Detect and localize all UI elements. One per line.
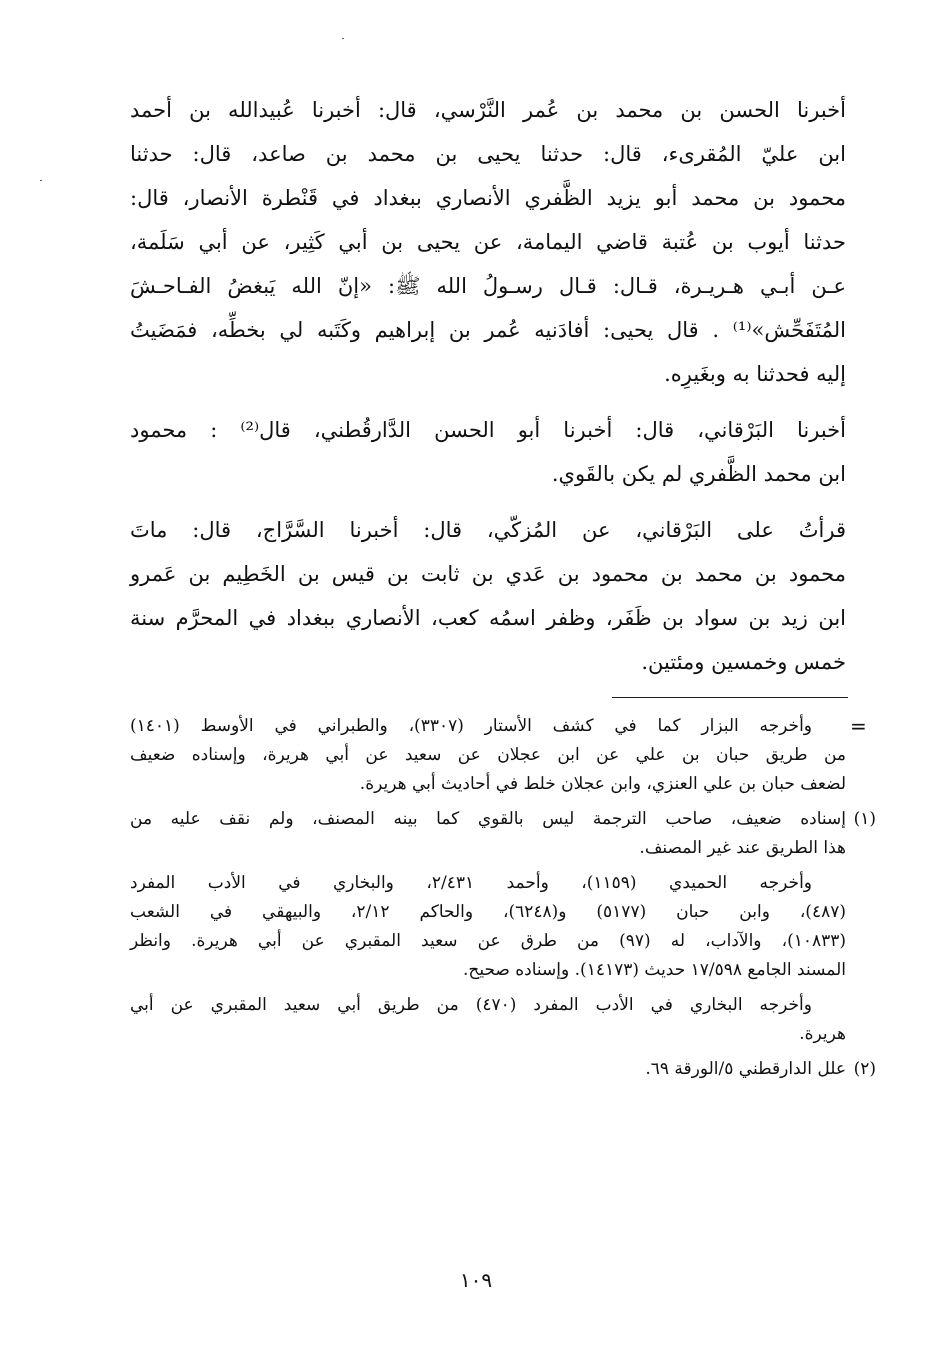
text-line: ابن محمد الظَّفري لم يكن بالقَوي. (551, 462, 846, 486)
footnote-2 (130, 1055, 876, 1084)
scan-speck (40, 180, 42, 181)
footnote-separator (612, 697, 848, 698)
footnote-continuation (130, 712, 846, 799)
text-line: قرأتُ على البَرْقاني، عن المُزكّي، قال: أخبرنا السَّرَّاج، قال: ماتَ (130, 518, 846, 542)
footnote-1-paragraph-3 (130, 991, 846, 1049)
footnote-line: إسناده ضعيف، صاحب الترجمة ليس بالقوي كما بينه المصنف، ولم نقف عليه من (130, 809, 846, 829)
main-text (130, 88, 846, 696)
footnote-line: (٤٨٧)، وابن حبان (٥١٧٧) و(٦٢٤٨)، والحاكم ٢/١٢، والبيهقي في الشعب (130, 902, 846, 922)
footnote-line: هذا الطريق عند غير المصنف. (639, 838, 846, 858)
footnote-1 (130, 805, 876, 863)
footnote-line: علل الدارقطني ٥/الورقة ٦٩. (645, 1059, 846, 1079)
footnote-line: المسند الجامع ١٧/٥٩٨ حديث (١٤١٧٣). وإسناده صحيح. (462, 960, 846, 980)
footnote-line: وأخرجه الحميدي (١١٥٩)، وأحمد ٢/٤٣١، والبخاري في الأدب المفرد (130, 873, 813, 893)
footnote-1-marker: (١) (853, 809, 876, 829)
footnote-1-paragraph-2 (130, 869, 846, 985)
footnote-continuation-mark: = (850, 714, 867, 738)
footnote-line: هريرة. (799, 1024, 846, 1044)
footnote-line: وأخرجه البخاري في الأدب المفرد (٤٧٠) من طريق أبي سعيد المقبري عن أبي (130, 995, 812, 1015)
text-line: محمود بن محمد أبو يزيد الظَّفري الأنصاري ببغداد في قَنْطرة الأنصار، قال: (130, 186, 846, 210)
footnote-line: من طريق حبان بن علي عن ابن عجلان عن سعيد عن أبي هريرة، وإسناده ضعيف (130, 745, 846, 765)
paragraph-1 (130, 88, 846, 396)
text-line: ابن عليّ المُقرىء، قال: حدثنا يحيى بن محمد بن صاعد، قال: حدثنا (130, 142, 846, 166)
paragraph-3 (130, 508, 846, 684)
text-line: حدثنا أيوب بن عُتبة قاضي اليمامة، عن يحيى بن أبي كَثِير، عن أبي سَلَمة، (130, 230, 846, 254)
page-number: ١٠٩ (459, 1268, 493, 1292)
text-line: أخبرنا الحسن بن محمد بن عُمر النَّرْسي، قال: أخبرنا عُبيدالله بن أحمد (130, 98, 846, 122)
text-line: إليه فحدثنا به وبغَيرِه. (664, 362, 846, 386)
footnote-line: لضعف حبان بن علي العنزي، وابن عجلان خلط في أحاديث أبي هريرة. (359, 774, 846, 794)
footnotes (130, 712, 876, 1090)
text-line: أخبرنا البَرْقاني، قال: أخبرنا أبو الحسن الدَّارقُطني، قال⁽²⁾ : محمود (130, 418, 846, 442)
text-line: ابن زيد بن سواد بن ظَفَر، وظفر اسمُه كعب، الأنصاري ببغداد في المحرَّم سنة (130, 606, 846, 630)
scan-speck (342, 38, 344, 39)
footnote-2-marker: (٢) (853, 1059, 876, 1079)
footnote-line: وأخرجه البزار كما في كشف الأستار (٣٣٠٧)، والطبراني في الأوسط (١٤٠١) (130, 716, 812, 736)
text-line: المُتَفَحِّش»⁽¹⁾ . قال يحيى: أفادَنيه عُمر بن إبراهيم وكَتَبه لي بخطِّه، فمَضَيتُ (130, 318, 846, 342)
text-line: محمود بن محمد بن محمود بن عَدي بن ثابت بن قيس بن الخَطِيم بن عَمرو (130, 562, 846, 586)
text-line: عـن أبـي هـريـرة، قـال: قـال رسـولُ الله ﷺ: «إنّ الله يَبغضُ الفـاحـشَ (130, 274, 846, 298)
footnote-line: (١٠٨٣٣)، والآداب، له (٩٧) من طرق عن سعيد المقبري عن أبي هريرة. وانظر (130, 931, 847, 951)
paragraph-2 (130, 408, 846, 496)
text-line: خمس وخمسين ومئتين. (641, 650, 846, 674)
